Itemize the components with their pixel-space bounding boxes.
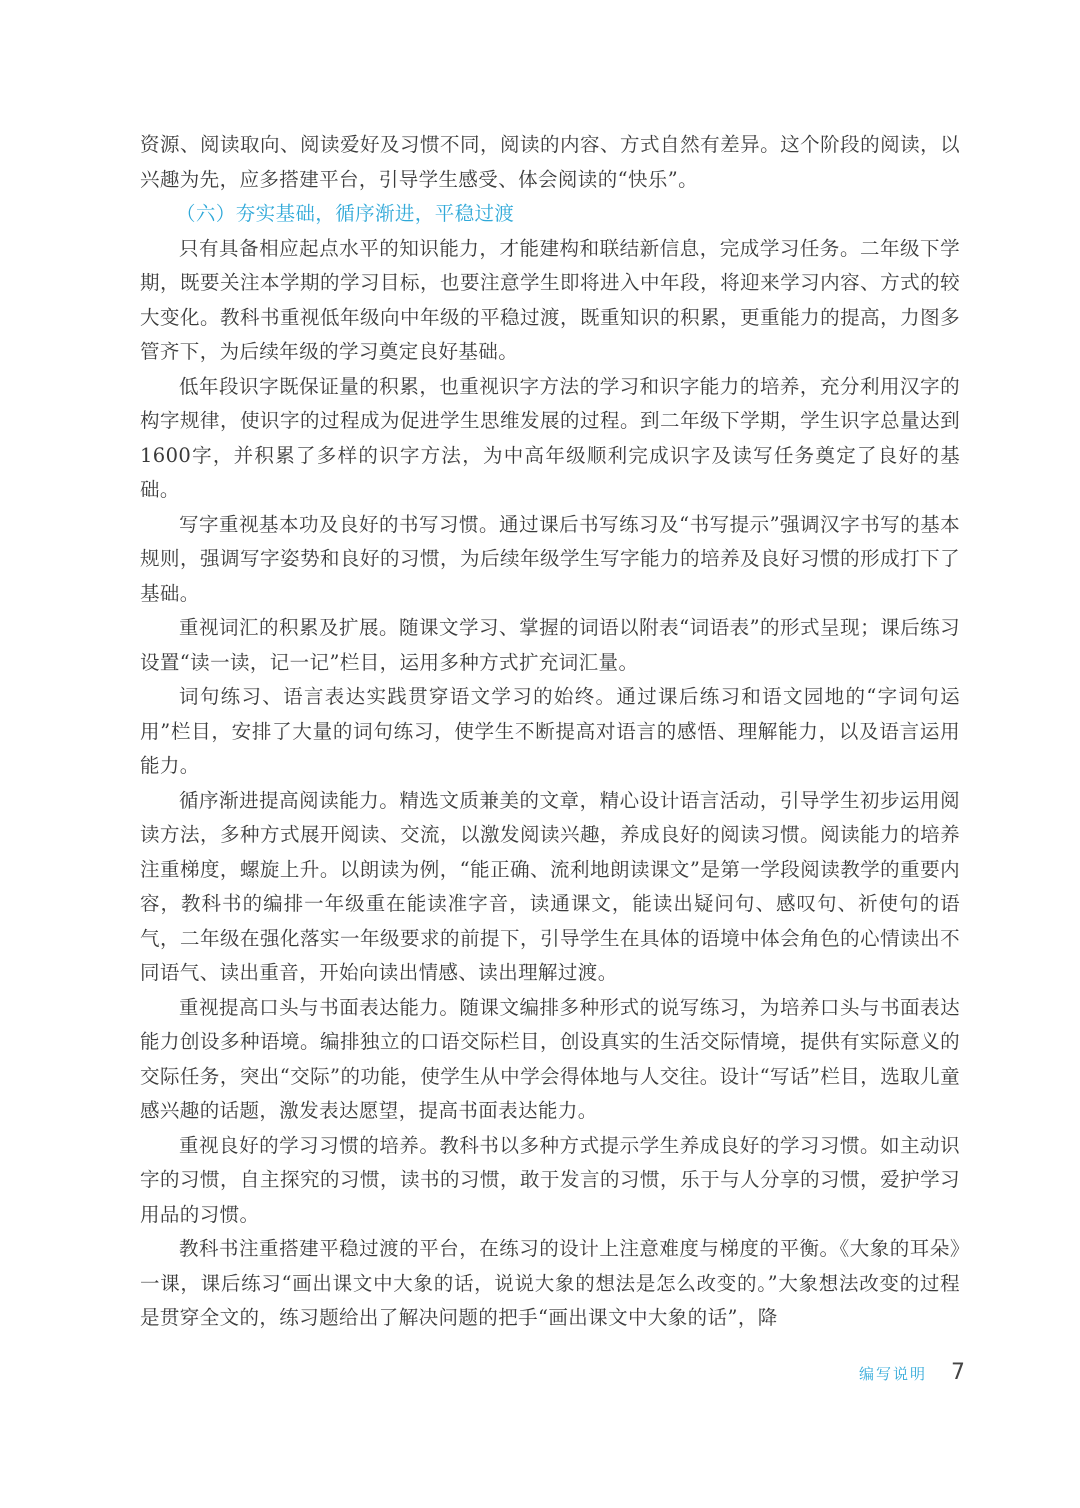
page-number: 7 — [951, 1360, 965, 1385]
paragraph-reading-ability: 循序渐进提高阅读能力。精选文质兼美的文章，精心设计语言活动，引导学生初步运用阅读方法，多种方式展开阅读、交流，以激发阅读兴趣，养成良好的阅读习惯。阅读能力的培养注重梯度，螺旋上升。以朗读为例，“能正确、流利地朗读课文”是第一学段阅读教学的重要内容，教科书的编排一年级重在能读准字音，读通课文，能读出疑问句、感叹句、祈使句的语气，二年级在强化落实一年级要求的前提下，引导学生在具体的语境中体会角色的心情读出不同语气、读出重音，开始向读出情感、读出理解过渡。 — [140, 788, 960, 984]
footer-section-label: 编写说明 — [858, 1365, 927, 1383]
paragraph-character-recognition: 低年段识字既保证量的积累，也重视识字方法的学习和识字能力的培养，充分利用汉字的构字规律，使识字的过程成为促进学生思维发展的过程。到二年级下学期，学生识字总量达到1600字，并积累了多样的识字方法，为中高年级顺利完成识字及读写任务奠定了良好的基础。 — [140, 374, 960, 501]
paragraph-writing-habits: 写字重视基本功及良好的书写习惯。通过课后书写练习及“书写提示”强调汉字书写的基本规则，强调写字姿势和良好的习惯，为后续年级学生写字能力的培养及良好习惯的形成打下了基础。 — [140, 512, 960, 605]
paragraph-vocabulary: 重视词汇的积累及扩展。随课文学习、掌握的词语以附表“词语表”的形式呈现；课后练习设置“读一读，记一记”栏目，运用多种方式扩充词汇量。 — [140, 616, 960, 674]
paragraph-expression: 重视提高口头与书面表达能力。随课文编排多种形式的说写练习，为培养口头与书面表达能力创设多种语境。编排独立的口语交际栏目，创设真实的生活交际情境，提供有实际意义的交际任务，突出“交际”的功能，使学生从中学会得体地与人交往。设计“写话”栏目，选取儿童感兴趣的话题，激发表达愿望，提高书面表达能力。 — [140, 995, 960, 1122]
page-body — [140, 128, 960, 1336]
paragraph-study-habits: 重视良好的学习习惯的培养。教科书以多种方式提示学生养成良好的学习习惯。如主动识字的习惯，自主探究的习惯，读书的习惯，敢于发言的习惯，乐于与人分享的习惯，爱护学习用品的习惯。 — [140, 1133, 960, 1226]
paragraph-transition-platform: 教科书注重搭建平稳过渡的平台，在练习的设计上注意难度与梯度的平衡。《大象的耳朵》一课，课后练习“画出课文中大象的话，说说大象的想法是怎么改变的。”大象想法改变的过程是贯穿全文的，练习题给出了解决问题的把手“画出课文中大象的话”，降 — [140, 1237, 960, 1329]
section-heading: （六）夯实基础，循序渐进，平稳过渡 — [176, 202, 515, 225]
page-footer — [859, 1360, 965, 1385]
paragraph-continuation: 资源、阅读取向、阅读爱好及习惯不同，阅读的内容、方式自然有差异。这个阶段的阅读，以兴趣为先，应多搭建平台，引导学生感受、体会阅读的“快乐”。 — [140, 133, 960, 191]
paragraph-sentence-practice: 词句练习、语言表达实践贯穿语文学习的始终。通过课后练习和语文园地的“字词句运用”栏目，安排了大量的词句练习，使学生不断提高对语言的感悟、理解能力，以及语言运用能力。 — [140, 685, 960, 777]
paragraph-foundation-intro: 只有具备相应起点水平的知识能力，才能建构和联结新信息，完成学习任务。二年级下学期，既要关注本学期的学习目标，也要注意学生即将进入中年段，将迎来学习内容、方式的较大变化。教科书重视低年级向中年级的平稳过渡，既重知识的积累，更重能力的提高，力图多管齐下，为后续年级的学习奠定良好基础。 — [140, 236, 960, 363]
